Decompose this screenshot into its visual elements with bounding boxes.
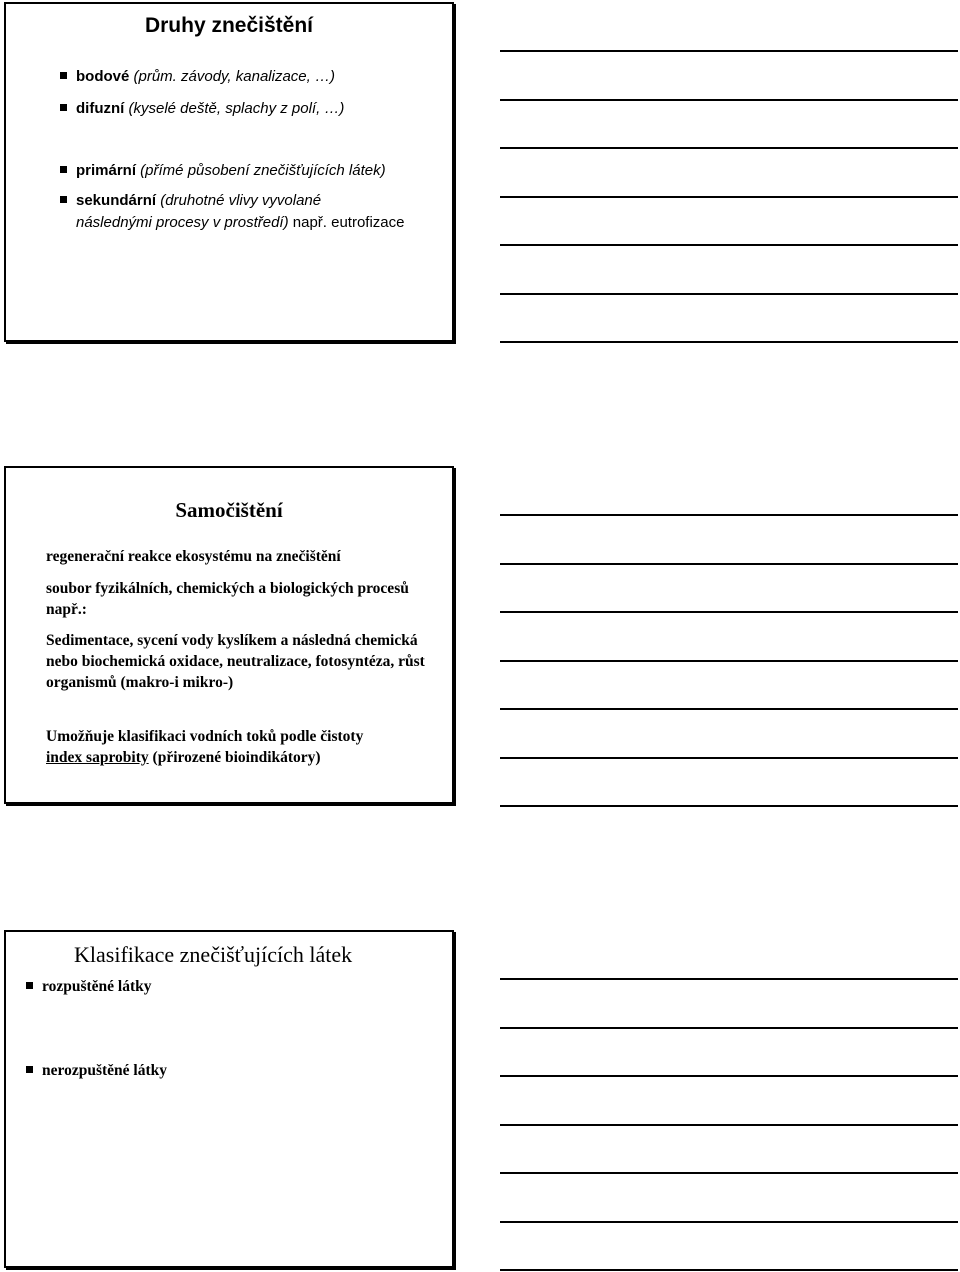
note-line (500, 50, 958, 52)
note-line (500, 708, 958, 710)
slide-druhy-znecisteni (4, 2, 454, 342)
bullet-label: nerozpuštěné látky (42, 1062, 168, 1079)
bullet-bold-term: bodové (76, 68, 130, 85)
classification-text: Umožňuje klasifikaci vodních toků podle čistoty (46, 728, 364, 745)
classification-rest: (přirozené bioindikátory) (148, 749, 321, 766)
note-line (500, 1075, 958, 1077)
note-line (500, 1027, 958, 1029)
para-examples: Sedimentace, sycení vody kyslíkem a následná chemická nebo biochemická oxidace, neutralizace, fotosyntéza, růst organismů (makro-i mikro-) (46, 632, 425, 691)
slide-klasifikace (4, 930, 454, 1268)
bullet-label: rozpuštěné látky (42, 978, 152, 995)
para-classification (46, 726, 430, 768)
note-line (500, 293, 958, 295)
square-bullet-icon (26, 982, 33, 989)
bullet-bodove (60, 66, 335, 88)
slide2-title: Samočištění (175, 498, 283, 522)
note-line (500, 341, 958, 343)
note-line (500, 1221, 958, 1223)
bullet-sekundarni (60, 190, 405, 234)
bullet-difuzni (60, 98, 344, 120)
note-line (500, 514, 958, 516)
bullet-detail: (kyselé deště, splachy z polí, …) (124, 100, 345, 117)
bullet-bold-term: sekundární (76, 192, 157, 209)
bullet-nerozpustene (26, 1060, 167, 1082)
note-line (500, 147, 958, 149)
note-line (500, 1269, 958, 1271)
note-line (500, 563, 958, 565)
square-bullet-icon (60, 196, 67, 203)
square-bullet-icon (26, 1066, 33, 1073)
note-line (500, 660, 958, 662)
note-line (500, 611, 958, 613)
bullet-bold-term: difuzní (76, 100, 125, 117)
note-line (500, 196, 958, 198)
bullet-example: např. eutrofizace (288, 214, 405, 231)
note-line (500, 99, 958, 101)
square-bullet-icon (60, 72, 67, 79)
para-definition: regenerační reakce ekosystému na znečištění (46, 548, 341, 565)
note-line (500, 1124, 958, 1126)
note-line (500, 1172, 958, 1174)
slide-samocisteni (4, 466, 454, 804)
note-line (500, 978, 958, 980)
note-line (500, 757, 958, 759)
bullet-detail: (prům. závody, kanalizace, …) (129, 68, 335, 85)
slide1-title: Druhy znečištění (144, 14, 314, 37)
slide3-title: Klasifikace znečišťujících látek (74, 942, 353, 967)
bullet-detail: (přímé působení znečišťujících látek) (136, 162, 386, 179)
note-line (500, 805, 958, 807)
bullet-bold-term: primární (76, 162, 137, 179)
index-saprobity-link[interactable]: index saprobity (46, 749, 149, 766)
note-line (500, 244, 958, 246)
square-bullet-icon (60, 166, 67, 173)
bullet-rozpustene (26, 976, 152, 998)
bullet-detail: (druhotné vlivy vyvolané (156, 192, 322, 209)
bullet-detail-cont: následnými procesy v prostředí) (76, 214, 289, 231)
square-bullet-icon (60, 104, 67, 111)
bullet-primarni (60, 160, 386, 182)
para-processes: soubor fyzikálních, chemických a biologických procesů např.: (46, 580, 409, 618)
